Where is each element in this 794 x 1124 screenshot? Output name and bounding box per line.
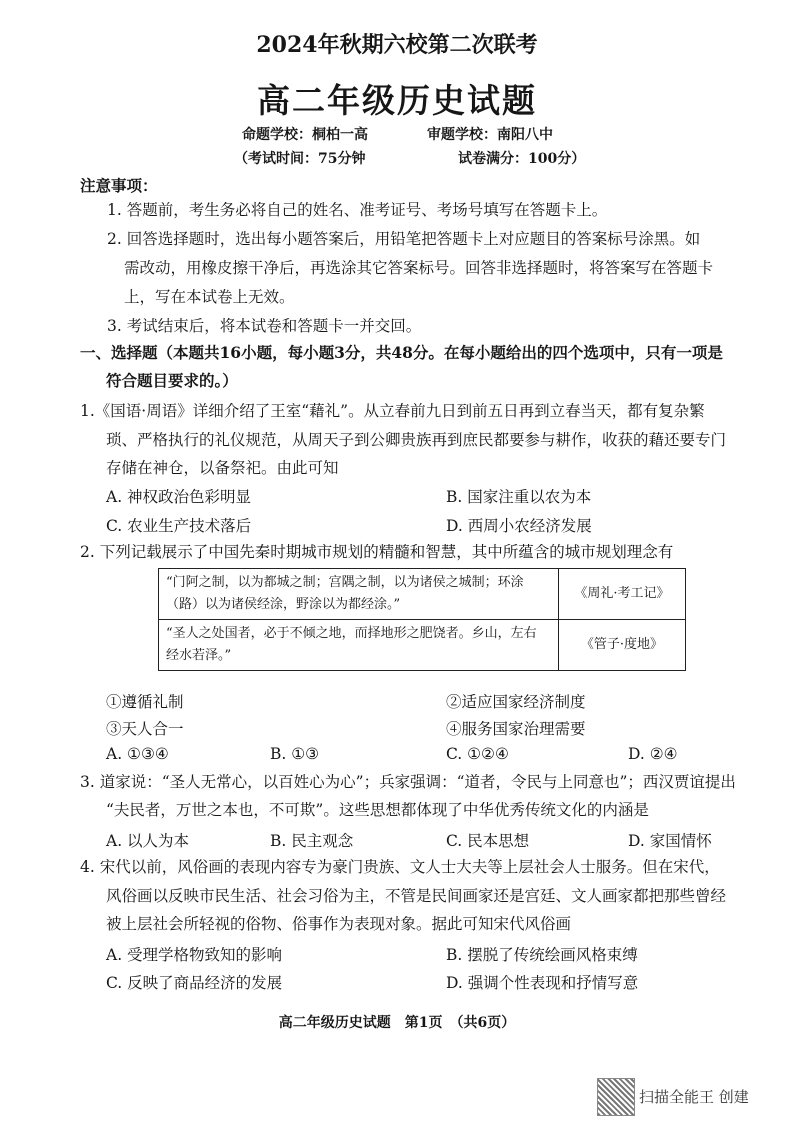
q4-stem: 风俗画以反映市民生活、社会习俗为主，不管是民间画家还是宫廷、文人画家都把那些曾经 (106, 887, 727, 905)
q3-option-b: B. 民主观念 (270, 832, 354, 850)
notes-heading: 注意事项： (80, 176, 158, 195)
q4-option-d: D. 强调个性表现和抒情写意 (446, 974, 639, 992)
table-cell-quote (159, 569, 559, 620)
quote-line: “门阿之制，以为都城之制；宫隅之制，以为诸侯之城制；环涂 (166, 575, 524, 590)
quote-line: 经水若泽。” (166, 648, 232, 663)
q2-item-2: ②适应国家经济制度 (446, 693, 586, 711)
section-heading-cont: 符合题目要求的。） (106, 371, 238, 390)
table-cell-quote (159, 620, 559, 671)
table-row (159, 569, 686, 620)
reviewer-school: 审题学校：南阳八中 (427, 127, 553, 143)
q2-option-b: B. ①③ (270, 745, 320, 763)
scanner-watermark (597, 1078, 782, 1116)
table-cell-source: 《管子·度地》 (559, 620, 686, 671)
note-line: 2. 回答选择题时，选出每小题答案后，用铅笔把答题卡上对应题目的答案标号涂黑。如 (107, 230, 701, 248)
note-line: 上，写在本试卷上无效。 (124, 288, 295, 306)
q2-item-3: ③天人合一 (106, 720, 184, 738)
q3-option-c: C. 民本思想 (446, 832, 530, 850)
watermark-text: 扫描全能王 创建 (639, 1088, 749, 1106)
q4-option-b: B. 摆脱了传统绘画风格束缚 (446, 946, 638, 964)
q2-source-table (158, 568, 686, 671)
q4-option-a: A. 受理学格物致知的影响 (106, 946, 283, 964)
quote-line: （路）以为诸侯经涂，野涂以为都经涂。” (166, 597, 401, 612)
table-row (159, 620, 686, 671)
q1-stem: 存储在神仓，以备祭祀。由此可知 (106, 459, 339, 477)
q1-option-a: A. 神权政治色彩明显 (106, 488, 252, 506)
q2-option-c: C. ①②④ (446, 745, 509, 763)
q3-option-a: A. 以人为本 (106, 832, 190, 850)
paper-title: 高二年级历史试题 (257, 81, 537, 120)
note-line: 1. 答题前，考生务必将自己的姓名、准考证号、考场号填写在答题卡上。 (107, 201, 608, 219)
q2-stem: 2. 下列记载展示了中国先秦时期城市规划的精髓和智慧，其中所蕴含的城市规划理念有 (80, 543, 674, 561)
q2-option-a: A. ①③④ (106, 745, 169, 763)
q1-stem: 1.《国语·周语》详细介绍了王室“藉礼”。从立春前九日到前五日再到立春当天，都有复杂繁 (80, 402, 705, 420)
note-line: 3. 考试结束后，将本试卷和答题卡一并交回。 (107, 317, 422, 335)
quote-line: “圣人之处国者，必于不倾之地，而择地形之肥饶者。乡山，左右 (166, 626, 537, 641)
q3-stem: “夫民者，万世之本也，不可欺”。这些思想都体现了中华优秀传统文化的内涵是 (106, 801, 649, 819)
q3-option-d: D. 家国情怀 (628, 832, 712, 850)
exam-title: 2024年秋期六校第二次联考 (256, 32, 538, 58)
qr-code-icon (597, 1078, 635, 1116)
note-line: 需改动，用橡皮擦干净后，再选涂其它答案标号。回答非选择题时，将答案写在答题卡 (124, 259, 714, 277)
exam-score: 试卷满分：100分） (458, 151, 586, 167)
q4-stem: 4. 宋代以前，风俗画的表现内容专为豪门贵族、文人士大夫等上层社会人士服务。但在宋代， (80, 858, 720, 876)
setter-school: 命题学校：桐柏一高 (242, 127, 368, 143)
q2-item-4: ④服务国家治理需要 (446, 720, 586, 738)
q1-option-b: B. 国家注重以农为本 (446, 488, 592, 506)
q1-option-c: C. 农业生产技术落后 (106, 517, 252, 535)
section-heading: 一、选择题（本题共16小题，每小题3分，共48分。在每小题给出的四个选项中，只有一项是 (80, 343, 723, 362)
table-cell-source: 《周礼·考工记》 (559, 569, 686, 620)
q3-stem: 3. 道家说：“圣人无常心，以百姓心为心”；兵家强调：“道者，令民与上同意也”；西汉贾谊提出 (80, 773, 736, 791)
q2-option-d: D. ②④ (628, 745, 678, 763)
q1-stem: 琐、严格执行的礼仪规范，从周天子到公卿贵族再到庶民都要参与耕作，收获的藉还要专门 (106, 431, 727, 449)
q2-item-1: ①遵循礼制 (106, 693, 184, 711)
exam-time: （考试时间：75分钟 (234, 151, 366, 167)
q4-option-c: C. 反映了商品经济的发展 (106, 974, 283, 992)
q1-option-d: D. 西周小农经济发展 (446, 517, 592, 535)
page-footer: 高二年级历史试题 第1页 （共6页） (278, 1015, 516, 1031)
q4-stem: 被上层社会所轻视的俗物、俗事作为表现对象。据此可知宋代风俗画 (106, 915, 572, 933)
